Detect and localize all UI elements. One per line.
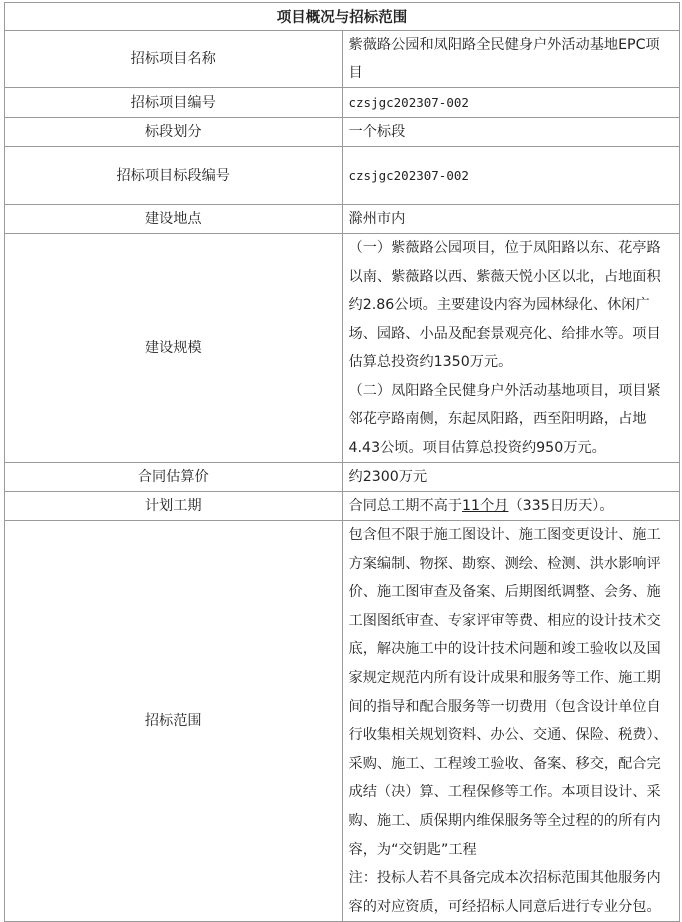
table-row (5, 205, 680, 234)
period-months: 11个月 (462, 498, 509, 514)
scope-body: 包含但不限于施工图设计、施工图变更设计、施工方案编制、物探、勘察、测绘、检测、洪水影响评价、施工图审查及备案、后期图纸调整、会务、施工图图纸审查、专家评审等费、相应的设计技术交底，解决施工中的设计技术问题和竣工验收以及国家规定规范内所有设计成果和服务等工作、施工期间的指导和配合服务等一切费用（包含设计单位自行收集相关规划资料、办公、交通、保险、税费）、采购、施工、工程竣工验收、备案、移交，配合完成结（决）算、工程保修等工作。本项目设计、采购、施工、质保期内维保服务等全过程的的所有内容，为“交钥匙”工程 (348, 527, 668, 858)
row-label: 建设地点 (5, 205, 343, 234)
scope-note: 注：投标人若不具备完成本次招标范围其他服务内容的对应资质，可经招标人同意后进行专业分包。 (348, 870, 661, 915)
row-label: 合同估算价 (5, 463, 343, 492)
contract-estimate-value: 约2300万元 (342, 463, 680, 492)
table-row (5, 234, 680, 463)
row-label: 招标范围 (5, 521, 343, 922)
scale-paragraph-1: （一）紫薇路公园项目，位于凤阳路以东、花亭路以南、紫薇路以西、紫薇天悦小区以北，占地面积约2.86公顷。主要建设内容为园林绿化、休闲广场、园路、小品及配套景观亮化、给排水等。项目估算总投资约1350万元。 (348, 240, 661, 370)
period-prefix: 合同总工期不高于 (348, 498, 463, 514)
construction-scale-cell (342, 234, 680, 463)
project-name-value: 紫薇路公园和凤阳路全民健身户外活动基地EPC项目 (342, 31, 680, 88)
row-label: 招标项目编号 (5, 88, 343, 118)
row-label: 计划工期 (5, 492, 343, 521)
tender-scope-cell (342, 521, 680, 922)
project-overview-table (4, 2, 680, 922)
section-division-value: 一个标段 (342, 118, 680, 147)
table-row (5, 118, 680, 147)
planned-period-cell (342, 492, 680, 521)
row-label: 标段划分 (5, 118, 343, 147)
row-label: 建设规模 (5, 234, 343, 463)
table-row (5, 463, 680, 492)
project-number-value: czsjgc202307-002 (342, 88, 680, 118)
row-label: 招标项目标段编号 (5, 147, 343, 205)
period-suffix: （335日历天）。 (508, 498, 614, 514)
table-row (5, 88, 680, 118)
row-label: 招标项目名称 (5, 31, 343, 88)
scale-paragraph-2: （二）凤阳路全民健身户外活动基地项目，项目紧邻花亭路南侧，东起凤阳路，西至阳明路，占地4.43公顷。项目估算总投资约950万元。 (348, 382, 661, 456)
table-row (5, 147, 680, 205)
location-value: 滁州市内 (342, 205, 680, 234)
table-row (5, 492, 680, 521)
section-number-value: czsjgc202307-002 (342, 147, 680, 205)
table-row (5, 521, 680, 922)
table-row (5, 31, 680, 88)
table-title: 项目概况与招标范围 (5, 3, 680, 31)
